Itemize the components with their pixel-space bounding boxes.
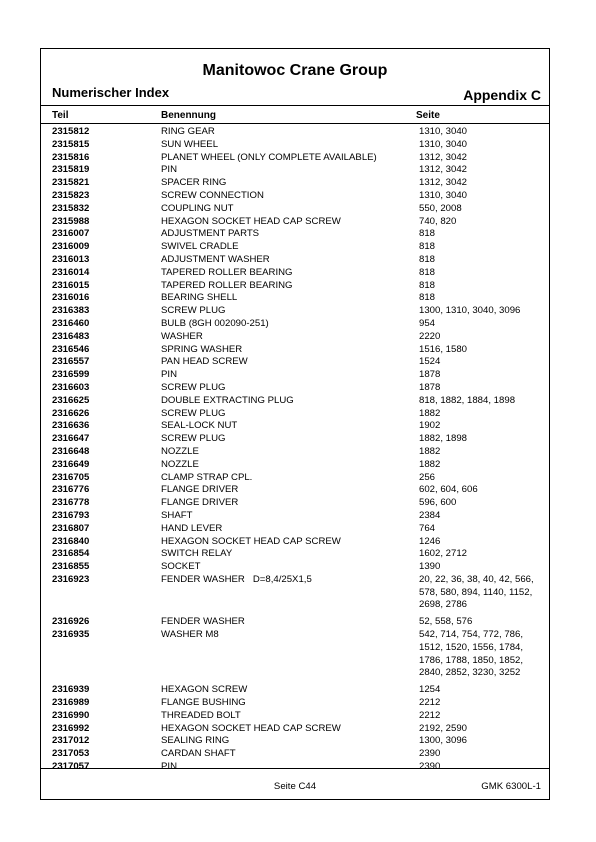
part-description: SCREW CONNECTION <box>161 189 264 201</box>
table-row <box>41 190 549 203</box>
part-number: 2317053 <box>52 748 90 760</box>
part-description: FLANGE BUSHING <box>161 697 246 709</box>
table-row <box>41 228 549 241</box>
part-number: 2316599 <box>52 369 90 381</box>
part-description: SEAL-LOCK NUT <box>161 420 238 432</box>
part-description: HAND LEVER <box>161 522 223 534</box>
part-description: SCREW PLUG <box>161 381 226 393</box>
part-description: PIN <box>161 761 177 773</box>
part-description: RING GEAR <box>161 126 215 137</box>
page-reference: 596, 600 <box>419 497 457 509</box>
part-number: 2316648 <box>52 445 90 457</box>
page-reference: 954 <box>419 317 436 329</box>
table-row <box>41 280 549 293</box>
table-row <box>41 177 549 190</box>
table-row <box>41 523 549 536</box>
part-description: PLANET WHEEL (ONLY COMPLETE AVAILABLE) <box>161 151 377 163</box>
part-number: 2316483 <box>52 330 90 342</box>
part-description: HEXAGON SOCKET HEAD CAP SCREW <box>161 722 341 734</box>
table-row <box>41 139 549 152</box>
page-reference: 818 <box>419 266 436 278</box>
part-number: 2317057 <box>52 761 90 773</box>
table-row <box>41 446 549 459</box>
part-description: FENDER WASHER <box>161 616 245 628</box>
table-row <box>41 735 549 748</box>
part-number: 2315823 <box>52 189 90 201</box>
table-row <box>41 216 549 229</box>
part-description: ADJUSTMENT PARTS <box>161 228 260 240</box>
page-reference: 1310, 3040 <box>419 126 468 137</box>
table-row <box>41 203 549 216</box>
part-description: HEXAGON SOCKET HEAD CAP SCREW <box>161 215 341 227</box>
page-reference: 818, 1882, 1884, 1898 <box>419 394 516 406</box>
page-reference: 542, 714, 754, 772, 786, 1512, 1520, 1556, 1784, 1786, 1788, 1850, 1852, 2840, 2852, 3230, 3252 <box>419 629 524 679</box>
part-number: 2316776 <box>52 484 90 496</box>
table-row <box>41 472 549 485</box>
page-reference: 740, 820 <box>419 215 457 227</box>
table-row <box>41 710 549 723</box>
page-reference: 1882 <box>419 458 441 470</box>
part-number: 2315812 <box>52 126 90 137</box>
table-row <box>41 484 549 497</box>
table-row <box>41 748 549 761</box>
part-description: SHAFT <box>161 509 193 521</box>
part-description: PAN HEAD SCREW <box>161 356 248 368</box>
table-row <box>41 395 549 408</box>
part-description: SUN WHEEL <box>161 138 219 150</box>
part-number: 2315821 <box>52 177 90 189</box>
table-row <box>41 382 549 395</box>
page-reference: 1312, 3042 <box>419 177 468 189</box>
part-description: PIN <box>161 369 177 381</box>
table-row <box>41 126 549 139</box>
page-reference: 1882 <box>419 445 441 457</box>
part-number: 2316923 <box>52 573 90 585</box>
part-description: SPRING WASHER <box>161 343 243 355</box>
part-description: BULB (8GH 002090-251) <box>161 317 269 329</box>
table-row <box>41 305 549 318</box>
table-row <box>41 510 549 523</box>
table-row <box>41 697 549 710</box>
table-row <box>41 241 549 254</box>
page-reference: 1878 <box>419 369 441 381</box>
part-description: THREADED BOLT <box>161 709 241 721</box>
page-reference: 2390 <box>419 761 441 773</box>
table-row <box>41 629 549 680</box>
page-number: Seite C44 <box>273 781 317 792</box>
page-reference: 1312, 3042 <box>419 151 468 163</box>
table-row <box>41 344 549 357</box>
part-description: SWITCH RELAY <box>161 548 233 560</box>
page-reference: 1902 <box>419 420 441 432</box>
table-row <box>41 331 549 344</box>
page-reference: 818 <box>419 228 436 240</box>
part-description: BEARING SHELL <box>161 292 238 304</box>
part-number: 2316636 <box>52 420 90 432</box>
table-row <box>41 369 549 382</box>
page-reference: 20, 22, 36, 38, 40, 42, 566, 578, 580, 894, 1140, 1152, 2698, 2786 <box>419 573 534 611</box>
part-description: SCREW PLUG <box>161 407 226 419</box>
index-subtitle: Numerischer Index <box>52 85 170 100</box>
page-reference: 2212 <box>419 709 441 721</box>
part-number: 2316014 <box>52 266 90 278</box>
part-number: 2316926 <box>52 616 90 628</box>
part-number: 2315988 <box>52 215 90 227</box>
part-description: FLANGE DRIVER <box>161 497 239 509</box>
part-description: SCREW PLUG <box>161 433 226 445</box>
part-description: DOUBLE EXTRACTING PLUG <box>161 394 294 406</box>
page-reference: 1312, 3042 <box>419 164 468 176</box>
part-number: 2316989 <box>52 697 90 709</box>
page-reference: 1310, 3040 <box>419 138 468 150</box>
table-row <box>41 459 549 472</box>
page-reference: 2192, 2590 <box>419 722 468 734</box>
part-number: 2316778 <box>52 497 90 509</box>
part-number: 2315815 <box>52 138 90 150</box>
page-reference: 818 <box>419 292 436 304</box>
column-header-divider <box>41 123 549 124</box>
page-reference: 1882, 1898 <box>419 433 468 445</box>
document-title: Manitowoc Crane Group <box>202 62 388 79</box>
page-reference: 1310, 3040 <box>419 189 468 201</box>
page-reference: 1882 <box>419 407 441 419</box>
part-description: HEXAGON SOCKET HEAD CAP SCREW <box>161 535 341 547</box>
part-description: CLAMP STRAP CPL. <box>161 471 253 483</box>
part-description: FENDER WASHER D=8,4/25X1,5 <box>161 573 312 585</box>
table-row <box>41 497 549 510</box>
table-row <box>41 723 549 736</box>
table-row <box>41 292 549 305</box>
table-row <box>41 420 549 433</box>
part-number: 2316935 <box>52 629 90 641</box>
page-reference: 602, 604, 606 <box>419 484 478 496</box>
page-reference: 2220 <box>419 330 441 342</box>
page-reference: 818 <box>419 279 436 291</box>
part-number: 2316460 <box>52 317 90 329</box>
table-row <box>41 548 549 561</box>
page-reference: 1300, 3096 <box>419 735 468 747</box>
table-row <box>41 574 549 612</box>
table-row <box>41 356 549 369</box>
part-number: 2316015 <box>52 279 90 291</box>
page-reference: 764 <box>419 522 436 534</box>
page-reference: 1524 <box>419 356 441 368</box>
page-reference: 2384 <box>419 509 441 521</box>
page-reference: 1516, 1580 <box>419 343 468 355</box>
page-reference: 1246 <box>419 535 441 547</box>
part-number: 2317012 <box>52 735 90 747</box>
part-description: ADJUSTMENT WASHER <box>161 253 270 265</box>
part-number: 2316546 <box>52 343 90 355</box>
index-page-frame <box>40 48 550 800</box>
part-number: 2316992 <box>52 722 90 734</box>
part-number: 2316705 <box>52 471 90 483</box>
page-reference: 52, 558, 576 <box>419 616 473 628</box>
part-description: TAPERED ROLLER BEARING <box>161 279 293 291</box>
page-reference: 550, 2008 <box>419 202 462 214</box>
part-number: 2316626 <box>52 407 90 419</box>
part-number: 2315816 <box>52 151 90 163</box>
table-row <box>41 684 549 697</box>
index-table <box>41 126 549 774</box>
page-reference: 1254 <box>419 684 441 696</box>
table-row <box>41 433 549 446</box>
table-row <box>41 536 549 549</box>
table-row <box>41 152 549 165</box>
part-description: SEALING RING <box>161 735 230 747</box>
part-description: COUPLING NUT <box>161 202 234 214</box>
table-row <box>41 254 549 267</box>
part-description: NOZZLE <box>161 458 199 470</box>
page-reference: 1300, 1310, 3040, 3096 <box>419 305 521 317</box>
part-description: SCREW PLUG <box>161 305 226 317</box>
part-description: WASHER M8 <box>161 629 219 641</box>
part-number: 2316009 <box>52 241 90 253</box>
appendix-label: Appendix C <box>463 87 541 103</box>
part-description: SPACER RING <box>161 177 227 189</box>
part-description: TAPERED ROLLER BEARING <box>161 266 293 278</box>
part-number: 2316990 <box>52 709 90 721</box>
page-reference: 1878 <box>419 381 441 393</box>
part-number: 2316603 <box>52 381 90 393</box>
part-number: 2315832 <box>52 202 90 214</box>
part-description: WASHER <box>161 330 203 342</box>
column-header-page: Seite <box>416 110 440 121</box>
table-row <box>41 267 549 280</box>
part-number: 2316840 <box>52 535 90 547</box>
header-divider <box>41 105 549 106</box>
part-number: 2316854 <box>52 548 90 560</box>
part-number: 2316855 <box>52 561 90 573</box>
page-reference: 1390 <box>419 561 441 573</box>
part-number: 2316939 <box>52 684 90 696</box>
column-header-name: Benennung <box>161 110 216 121</box>
page-reference: 2212 <box>419 697 441 709</box>
part-description: NOZZLE <box>161 445 199 457</box>
part-number: 2316793 <box>52 509 90 521</box>
part-number: 2316016 <box>52 292 90 304</box>
part-number: 2316013 <box>52 253 90 265</box>
footer-divider <box>41 768 549 769</box>
table-row <box>41 408 549 421</box>
part-number: 2316647 <box>52 433 90 445</box>
part-number: 2316007 <box>52 228 90 240</box>
page-reference: 2390 <box>419 748 441 760</box>
table-row <box>41 164 549 177</box>
part-description: SOCKET <box>161 561 201 573</box>
part-description: CARDAN SHAFT <box>161 748 236 760</box>
table-row <box>41 318 549 331</box>
part-number: 2316649 <box>52 458 90 470</box>
column-header-part: Teil <box>52 110 69 121</box>
part-description: FLANGE DRIVER <box>161 484 239 496</box>
page-reference: 256 <box>419 471 436 483</box>
part-description: PIN <box>161 164 177 176</box>
part-number: 2315819 <box>52 164 90 176</box>
part-number: 2316383 <box>52 305 90 317</box>
page-reference: 818 <box>419 253 436 265</box>
part-description: SWIVEL CRADLE <box>161 241 239 253</box>
part-number: 2316807 <box>52 522 90 534</box>
page-reference: 1602, 2712 <box>419 548 468 560</box>
page-reference: 818 <box>419 241 436 253</box>
part-number: 2316625 <box>52 394 90 406</box>
part-number: 2316557 <box>52 356 90 368</box>
model-label: GMK 6300L-1 <box>481 781 541 792</box>
part-description: HEXAGON SCREW <box>161 684 248 696</box>
table-row <box>41 616 549 629</box>
table-row <box>41 561 549 574</box>
